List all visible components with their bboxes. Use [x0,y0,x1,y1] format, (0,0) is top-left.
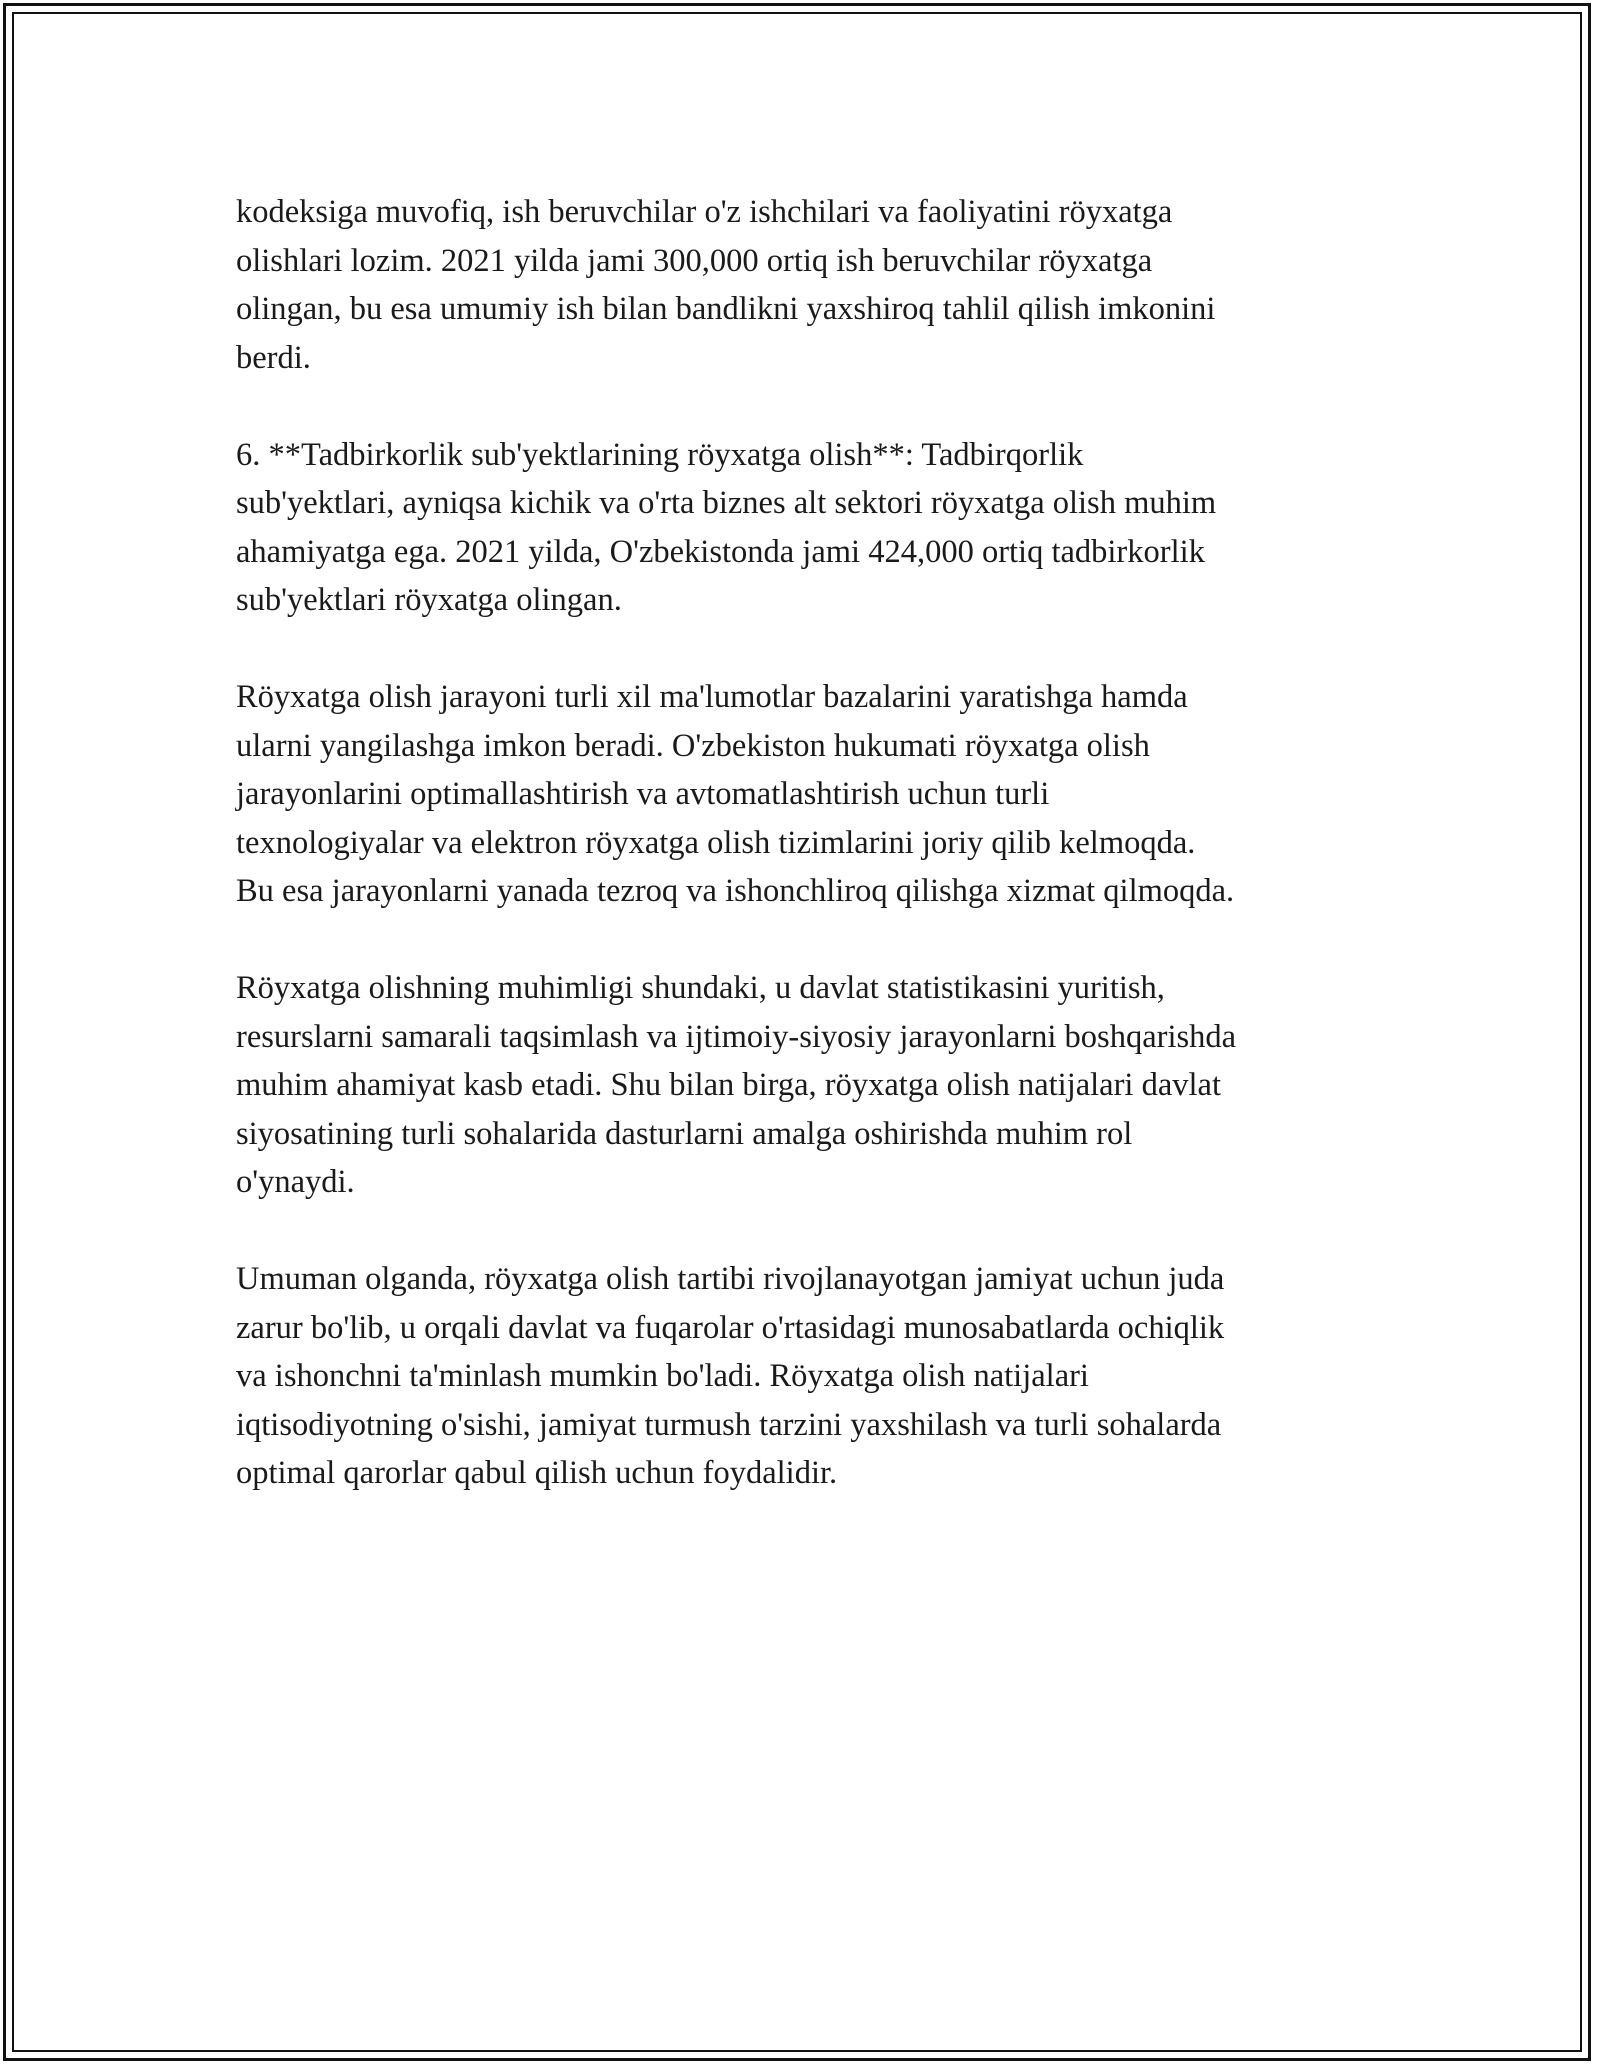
document-body [236,188,1376,1546]
text-line: olingan, bu esa umumiy ish bilan bandlikni yaxshiroq tahlil qilish imkonini [236,291,1216,327]
text-line: o'ynaydi. [236,1164,355,1200]
text-line: olishlari lozim. 2021 yilda jami 300,000 ortiq ish beruvchilar röyxatga [236,242,1153,279]
text-line: Röyxatga olish jarayoni turli xil ma'lumotlar bazalarini yaratishga hamda [236,679,1188,715]
text-line: optimal qarorlar qabul qilish uchun foydalidir. [236,1455,838,1491]
text-line: siyosatining turli sohalarida dasturlarni amalga oshirishda muhim rol [236,1115,1133,1152]
text-line: texnologiyalar va elektron röyxatga olish tizimlarini joriy qilib kelmoqda. [236,824,1196,861]
text-line: kodeksiga muvofiq, ish beruvchilar o'z ishchilari va faoliyatini röyxatga [236,194,1173,230]
text-line: resurslarni samarali taqsimlash va ijtimoiy-siyosiy jarayonlarni boshqarishda [236,1018,1237,1055]
paragraph-registration-process [236,673,1376,916]
text-line: ahamiyatga ega. 2021 yilda, O'zbekistonda jami 424,000 ortiq tadbirkorlik [236,533,1205,570]
text-line: va ishonchni ta'minlash mumkin bo'ladi. Röyxatga olish natijalari [236,1358,1089,1394]
paragraph-business-entities-registration [236,431,1376,625]
text-line: ularni yangilashga imkon beradi. O'zbekiston hukumati röyxatga olish [236,727,1150,764]
paragraph-conclusion [236,1255,1376,1498]
text-line: sub'yektlari röyxatga olingan. [236,582,622,618]
text-line: zarur bo'lib, u orqali davlat va fuqarolar o'rtasidagi munosabatlarda ochiqlik [236,1309,1225,1346]
text-line: Bu esa jarayonlarni yanada tezroq va ishonchliroq qilishga xizmat qilmoqda. [236,873,1235,909]
text-line: Röyxatga olishning muhimligi shundaki, u davlat statistikasini yuritish, [236,970,1165,1006]
text-line: Umuman olganda, röyxatga olish tartibi rivojlanayotgan jamiyat uchun juda [236,1261,1225,1297]
text-line: muhim ahamiyat kasb etadi. Shu bilan birga, röyxatga olish natijalari davlat [236,1067,1221,1103]
text-line: jarayonlarini optimallashtirish va avtomatlashtirish uchun turli [236,776,1050,812]
text-line: berdi. [236,339,311,376]
text-line: iqtisodiyotning o'sishi, jamiyat turmush tarzini yaxshilash va turli sohalarda [236,1406,1222,1443]
text-line: 6. **Tadbirkorlik sub'yektlarining röyxatga olish**: Tadbirqorlik [236,436,1084,473]
paragraph-employers-registration [236,188,1376,382]
paragraph-registration-importance [236,964,1376,1207]
text-line: sub'yektlari, ayniqsa kichik va o'rta biznes alt sektori röyxatga olish muhim [236,485,1217,521]
